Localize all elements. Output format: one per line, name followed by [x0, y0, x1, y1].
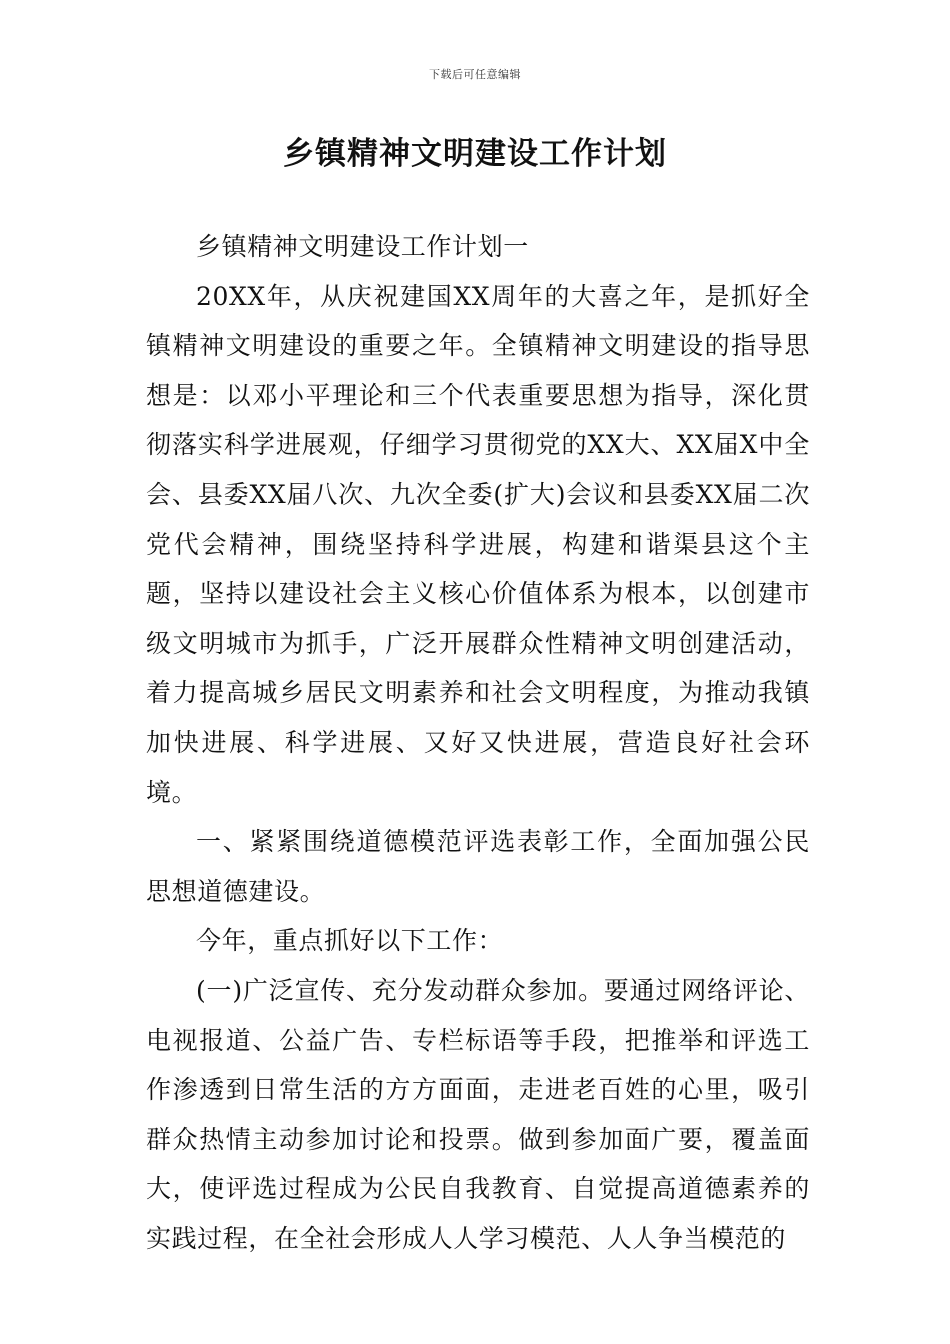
- paragraph-item-one: (一)广泛宣传、充分发动群众参加。要通过网络评论、电视报道、公益广告、专栏标语等手段，把推举和评选工作渗透到日常生活的方方面面，走进老百姓的心里，吸引群众热情主动参加讨论和投票。做到参加面广要，覆盖面大，使评选过程成为公民自我教育、自觉提高道德素养的实践过程，在全社会形成人人学习模范、人人争当模范的: [146, 975, 810, 1253]
- paragraph-subtitle: 乡镇精神文明建设工作计划一: [196, 232, 529, 261]
- paragraph-key-work: 今年，重点抓好以下工作：: [196, 926, 504, 956]
- paragraph-section-one: 一、紧紧围绕道德模范评选表彰工作，全面加强公民思想道德建设。: [146, 827, 810, 906]
- document-title: 乡镇精神文明建设工作计划: [283, 136, 667, 172]
- header-note: 下载后可任意编辑: [429, 68, 521, 81]
- document-body: [146, 222, 810, 1263]
- paragraph-intro: 20XX年，从庆祝建国XX周年的大喜之年，是抓好全镇精神文明建设的重要之年。全镇精神文明建设的指导思想是：以邓小平理论和三个代表重要思想为指导，深化贯彻落实科学进展观，仔细学习贯彻党的XX大、XX届X中全会、县委XX届八次、九次全委(扩大)会议和县委XX届二次党代会精神，围绕坚持科学进展，构建和谐渠县这个主题，坚持以建设社会主义核心价值体系为根本，以创建市级文明城市为抓手，广泛开展群众性精神文明创建活动，着力提高城乡居民文明素养和社会文明程度，为推动我镇加快进展、科学进展、又好又快进展，营造良好社会环境。: [146, 281, 810, 807]
